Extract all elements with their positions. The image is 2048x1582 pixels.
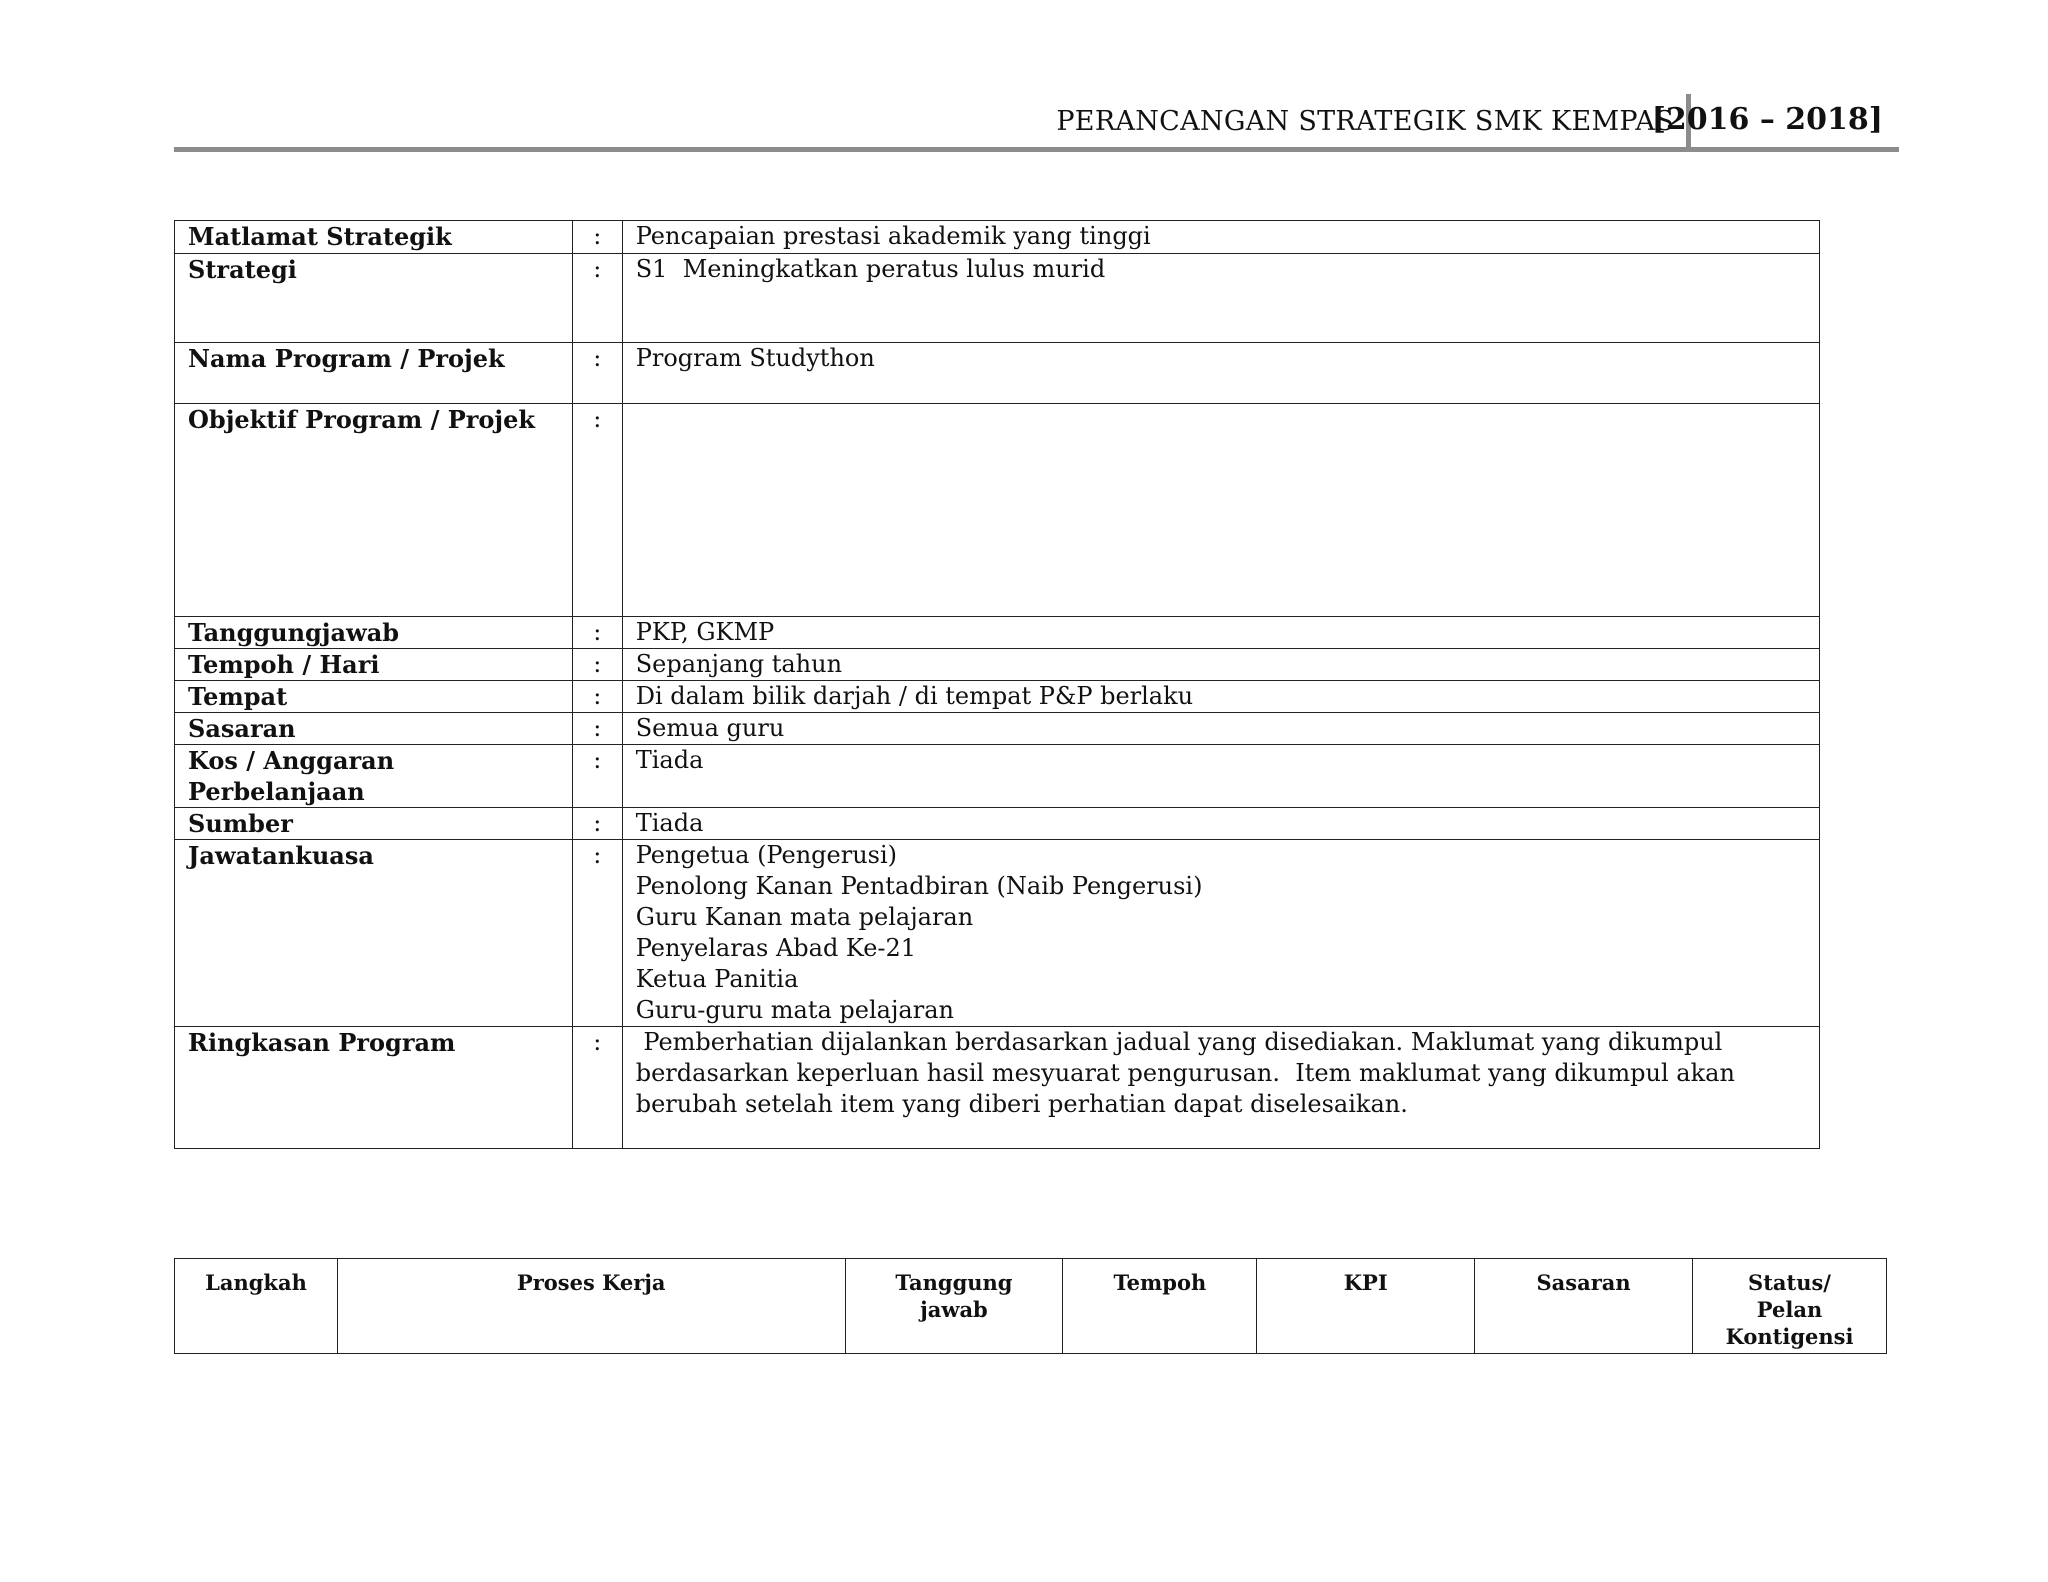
info-label: Tempat	[175, 681, 573, 713]
info-row-matlamat	[175, 221, 1820, 254]
info-row-strategi	[175, 254, 1820, 343]
info-colon: :	[572, 221, 622, 254]
col-header-langkah	[175, 1259, 338, 1354]
info-colon: :	[572, 1027, 622, 1149]
col-header-tanggungjawab	[845, 1259, 1063, 1354]
info-label: Tanggungjawab	[175, 617, 573, 649]
info-label: Nama Program / Projek	[175, 343, 573, 404]
committee-member: Guru Kanan mata pelajaran	[635, 903, 974, 931]
program-info-table	[174, 220, 1820, 1149]
info-value: Di dalam bilik darjah / di tempat P&P berlaku	[635, 682, 1194, 710]
col-header-status	[1693, 1259, 1887, 1354]
col-header-sasaran	[1475, 1259, 1693, 1354]
col-header-tempoh	[1063, 1259, 1257, 1354]
work-steps-table	[174, 1258, 1887, 1354]
info-colon: :	[572, 745, 622, 808]
info-label: Sasaran	[175, 713, 573, 745]
info-label: Sumber	[175, 808, 573, 840]
steps-header-row	[175, 1259, 1887, 1354]
info-row-objektif	[175, 404, 1820, 617]
info-label: Jawatankuasa	[175, 840, 573, 1027]
info-colon: :	[572, 343, 622, 404]
header-line: jawab	[920, 1297, 988, 1322]
info-label: Tempoh / Hari	[175, 649, 573, 681]
info-label: Kos / Anggaran Perbelanjaan	[175, 745, 573, 808]
committee-member: Penolong Kanan Pentadbiran (Naib Pengerusi)	[635, 872, 1203, 900]
committee-member: Pengetua (Pengerusi)	[635, 841, 898, 869]
info-colon: :	[572, 649, 622, 681]
header-line: Tanggung	[895, 1270, 1013, 1295]
header-line: Proses Kerja	[516, 1270, 666, 1295]
header-years: [2016 – 2018]	[1651, 102, 1883, 137]
info-label: Strategi	[175, 254, 573, 343]
header-line: Status/	[1748, 1270, 1831, 1295]
info-value: Pencapaian prestasi akademik yang tinggi	[635, 222, 1151, 250]
info-value: Tiada	[635, 746, 704, 774]
info-value: Semua guru	[635, 714, 785, 742]
info-row-tempat	[175, 681, 1820, 713]
info-colon: :	[572, 254, 622, 343]
info-colon: :	[572, 617, 622, 649]
committee-member: Ketua Panitia	[635, 965, 799, 993]
header-title: PERANCANGAN STRATEGIK SMK KEMPAS	[1056, 106, 1674, 137]
info-colon: :	[572, 681, 622, 713]
info-row-nama-program	[175, 343, 1820, 404]
info-row-sumber	[175, 808, 1820, 840]
header-line: Pelan	[1756, 1297, 1823, 1322]
info-row-jawatankuasa	[175, 840, 1820, 1027]
info-row-sasaran	[175, 713, 1820, 745]
info-label: Ringkasan Program	[175, 1027, 573, 1149]
info-value: S1 Meningkatkan peratus lulus murid	[635, 255, 1106, 283]
info-row-tanggungjawab	[175, 617, 1820, 649]
committee-member: Penyelaras Abad Ke-21	[635, 934, 917, 962]
header-line: Kontigensi	[1725, 1324, 1854, 1349]
info-colon: :	[572, 808, 622, 840]
info-row-kos	[175, 745, 1820, 808]
header-rule	[174, 147, 1899, 152]
info-label: Matlamat Strategik	[175, 221, 573, 254]
info-value: PKP, GKMP	[635, 618, 775, 646]
info-value: Program Studython	[635, 344, 875, 372]
info-colon: :	[572, 713, 622, 745]
header-line: Langkah	[205, 1270, 307, 1295]
info-value: Tiada	[635, 809, 704, 837]
info-label: Objektif Program / Projek	[175, 404, 573, 617]
info-value: Sepanjang tahun	[635, 650, 843, 678]
header-line: Tempoh	[1113, 1270, 1207, 1295]
info-row-tempoh	[175, 649, 1820, 681]
col-header-kpi	[1257, 1259, 1475, 1354]
header-line: Sasaran	[1536, 1270, 1631, 1295]
info-value: Pemberhatian dijalankan berdasarkan jadual yang disediakan. Maklumat yang dikumpul berdasarkan keperluan hasil mesyuarat pengurusan. Item maklumat yang dikumpul akan berubah setelah item yang diberi perhatian dapat diselesaikan.	[635, 1028, 1743, 1118]
committee-member: Guru-guru mata pelajaran	[635, 996, 954, 1024]
header-line: KPI	[1343, 1270, 1388, 1295]
info-colon: :	[572, 840, 622, 1027]
page-header	[174, 94, 1899, 148]
info-row-ringkasan	[175, 1027, 1820, 1149]
col-header-proses-kerja	[337, 1259, 845, 1354]
info-colon: :	[572, 404, 622, 617]
